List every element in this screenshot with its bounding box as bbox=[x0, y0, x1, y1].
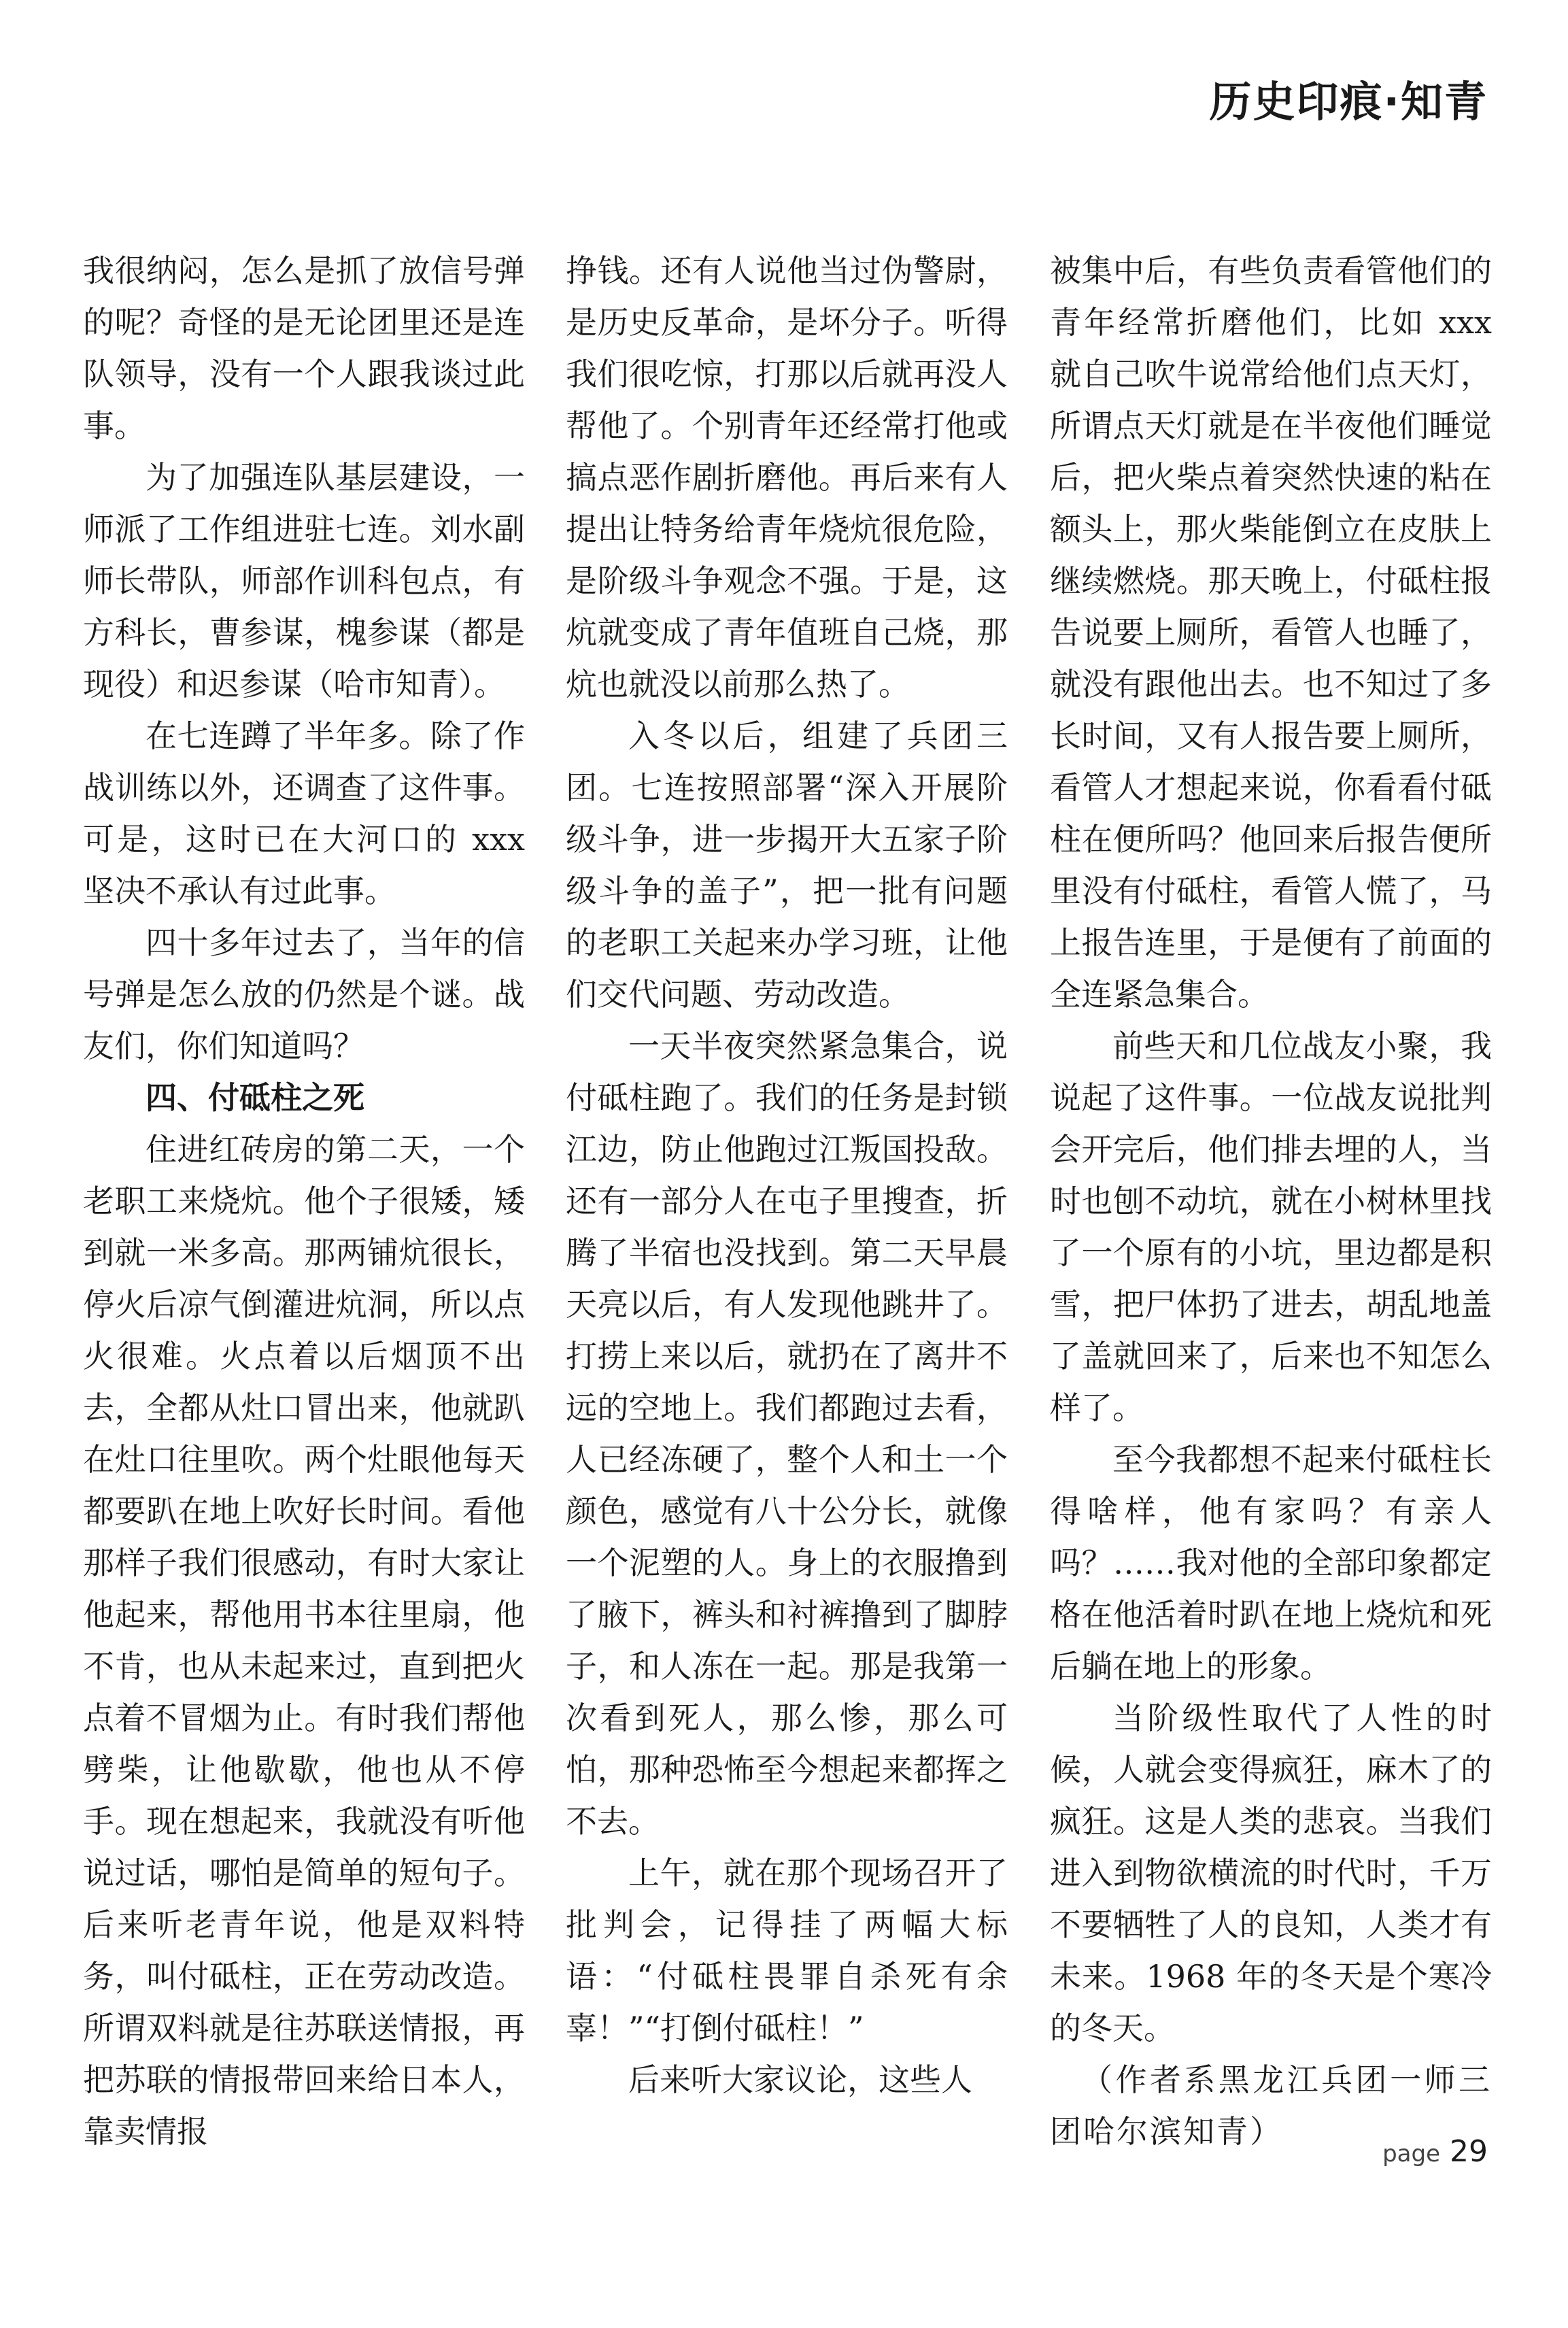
paragraph: 被集中后，有些负责看管他们的青年经常折磨他们，比如 xxx 就自己吹牛说常给他们点天灯，所谓点天灯就是在半夜他们睡觉后，把火柴点着突然快速的粘在额头上，那火柴能倒立在皮肤上继续燃烧。那天晚上，付砥柱报告说要上厕所，看管人也睡了，就没有跟他出去。也不知过了多长时间，又有人报告要上厕所，看管人才想起来说，你看看付砥柱在便所吗？他回来后报告便所里没有付砥柱，看管人慌了，马上报告连里，于是便有了前面的全连紧急集合。 bbox=[1050, 252, 1492, 1013]
paragraph: 后来听大家议论，这些人 bbox=[628, 2061, 972, 2098]
page-label: page bbox=[1382, 2140, 1440, 2167]
paragraph: 四十多年过去了，当年的信号弹是怎么放的仍然是个谜。战友们，你们知道吗？ bbox=[83, 924, 525, 1064]
section-title: 历史印痕·知青 bbox=[1209, 77, 1488, 126]
paragraph: 我很纳闷，怎么是抓了放信号弹的呢？奇怪的是无论团里还是连队领导，没有一个人跟我谈过此事。 bbox=[83, 252, 525, 444]
paragraph: 当阶级性取代了人性的时候，人就会变得疯狂，麻木了的疯狂。这是人类的悲哀。当我们进入到物欲横流的时代时，千万不要牺牲了人的良知，人类才有未来。1968 年的冬天是个寒冷的冬天。 bbox=[1050, 1700, 1492, 2046]
paragraph: 入冬以后，组建了兵团三团。七连按照部署“深入开展阶级斗争，进一步揭开大五家子阶级斗争的盖子”，把一批有问题的老职工关起来办学习班，让他们交代问题、劳动改造。 bbox=[566, 718, 1008, 1013]
paragraph: 在七连蹲了半年多。除了作战训练以外，还调查了这件事。可是，这时已在大河口的 xxx 坚决不承认有过此事。 bbox=[83, 718, 525, 909]
article-column-2 bbox=[566, 245, 1008, 2106]
paragraph: 上午，就在那个现场召开了批判会，记得挂了两幅大标语：“付砥柱畏罪自杀死有余辜！”“打倒付砥柱！” bbox=[566, 1855, 1008, 2046]
article-column-1 bbox=[83, 245, 525, 2157]
page-number: 29 bbox=[1450, 2134, 1488, 2169]
page-footer bbox=[1382, 2134, 1488, 2169]
paragraph: 为了加强连队基层建设，一师派了工作组进驻七连。刘水副师长带队，师部作训科包点，有方科长，曹参谋，槐参谋（都是现役）和迟参谋（哈市知青）。 bbox=[83, 459, 525, 703]
paragraph: 前些天和几位战友小聚，我说起了这件事。一位战友说批判会开完后，他们排去埋的人，当时也刨不动坑，就在小树林里找了一个原有的小坑，里边都是积雪，把尸体扔了进去，胡乱地盖了盖就回来了，后来也不知怎么样了。 bbox=[1050, 1028, 1492, 1426]
paragraph: 一天半夜突然紧急集合，说付砥柱跑了。我们的任务是封锁江边，防止他跑过江叛国投敌。还有一部分人在屯子里搜查，折腾了半宿也没找到。第二天早晨天亮以后，有人发现他跳井了。打捞上来以后，就扔在了离井不远的空地上。我们都跑过去看，人已经冻硬了，整个人和土一个颜色，感觉有八十公分长，就像一个泥塑的人。身上的衣服撸到了腋下，裤头和衬裤撸到了脚脖子，和人冻在一起。那是我第一次看到死人，那么惨，那么可怕，那种恐怖至今想起来都挥之不去。 bbox=[566, 1028, 1008, 1840]
article-column-3 bbox=[1050, 245, 1492, 2157]
section-heading: 四、付砥柱之死 bbox=[146, 1079, 364, 1116]
paragraph: 挣钱。还有人说他当过伪警尉，是历史反革命，是坏分子。听得我们很吃惊，打那以后就再没人帮他了。个别青年还经常打他或搞点恶作剧折磨他。再后来有人提出让特务给青年烧炕很危险，是阶级斗争观念不强。于是，这炕就变成了青年值班自己烧，那炕也就没以前那么热了。 bbox=[566, 252, 1008, 703]
author-byline: （作者系黑龙江兵团一师三团哈尔滨知青） bbox=[1050, 2061, 1492, 2150]
paragraph: 至今我都想不起来付砥柱长得啥样，他有家吗？有亲人吗？……我对他的全部印象都定格在他活着时趴在地上烧炕和死后躺在地上的形象。 bbox=[1050, 1441, 1492, 1685]
paragraph: 住进红砖房的第二天，一个老职工来烧炕。他个子很矮，矮到就一米多高。那两铺炕很长，停火后凉气倒灌进炕洞，所以点火很难。火点着以后烟顶不出去，全都从灶口冒出来，他就趴在灶口往里吹。两个灶眼他每天都要趴在地上吹好长时间。看他那样子我们很感动，有时大家让他起来，帮他用书本往里扇，他不肯，也从未起来过，直到把火点着不冒烟为止。有时我们帮他劈柴，让他歇歇，他也从不停手。现在想起来，我就没有听他说过话，哪怕是简单的短句子。后来听老青年说，他是双料特务，叫付砥柱，正在劳动改造。所谓双料就是往苏联送情报，再把苏联的情报带回来给日本人，靠卖情报 bbox=[83, 1131, 525, 2150]
